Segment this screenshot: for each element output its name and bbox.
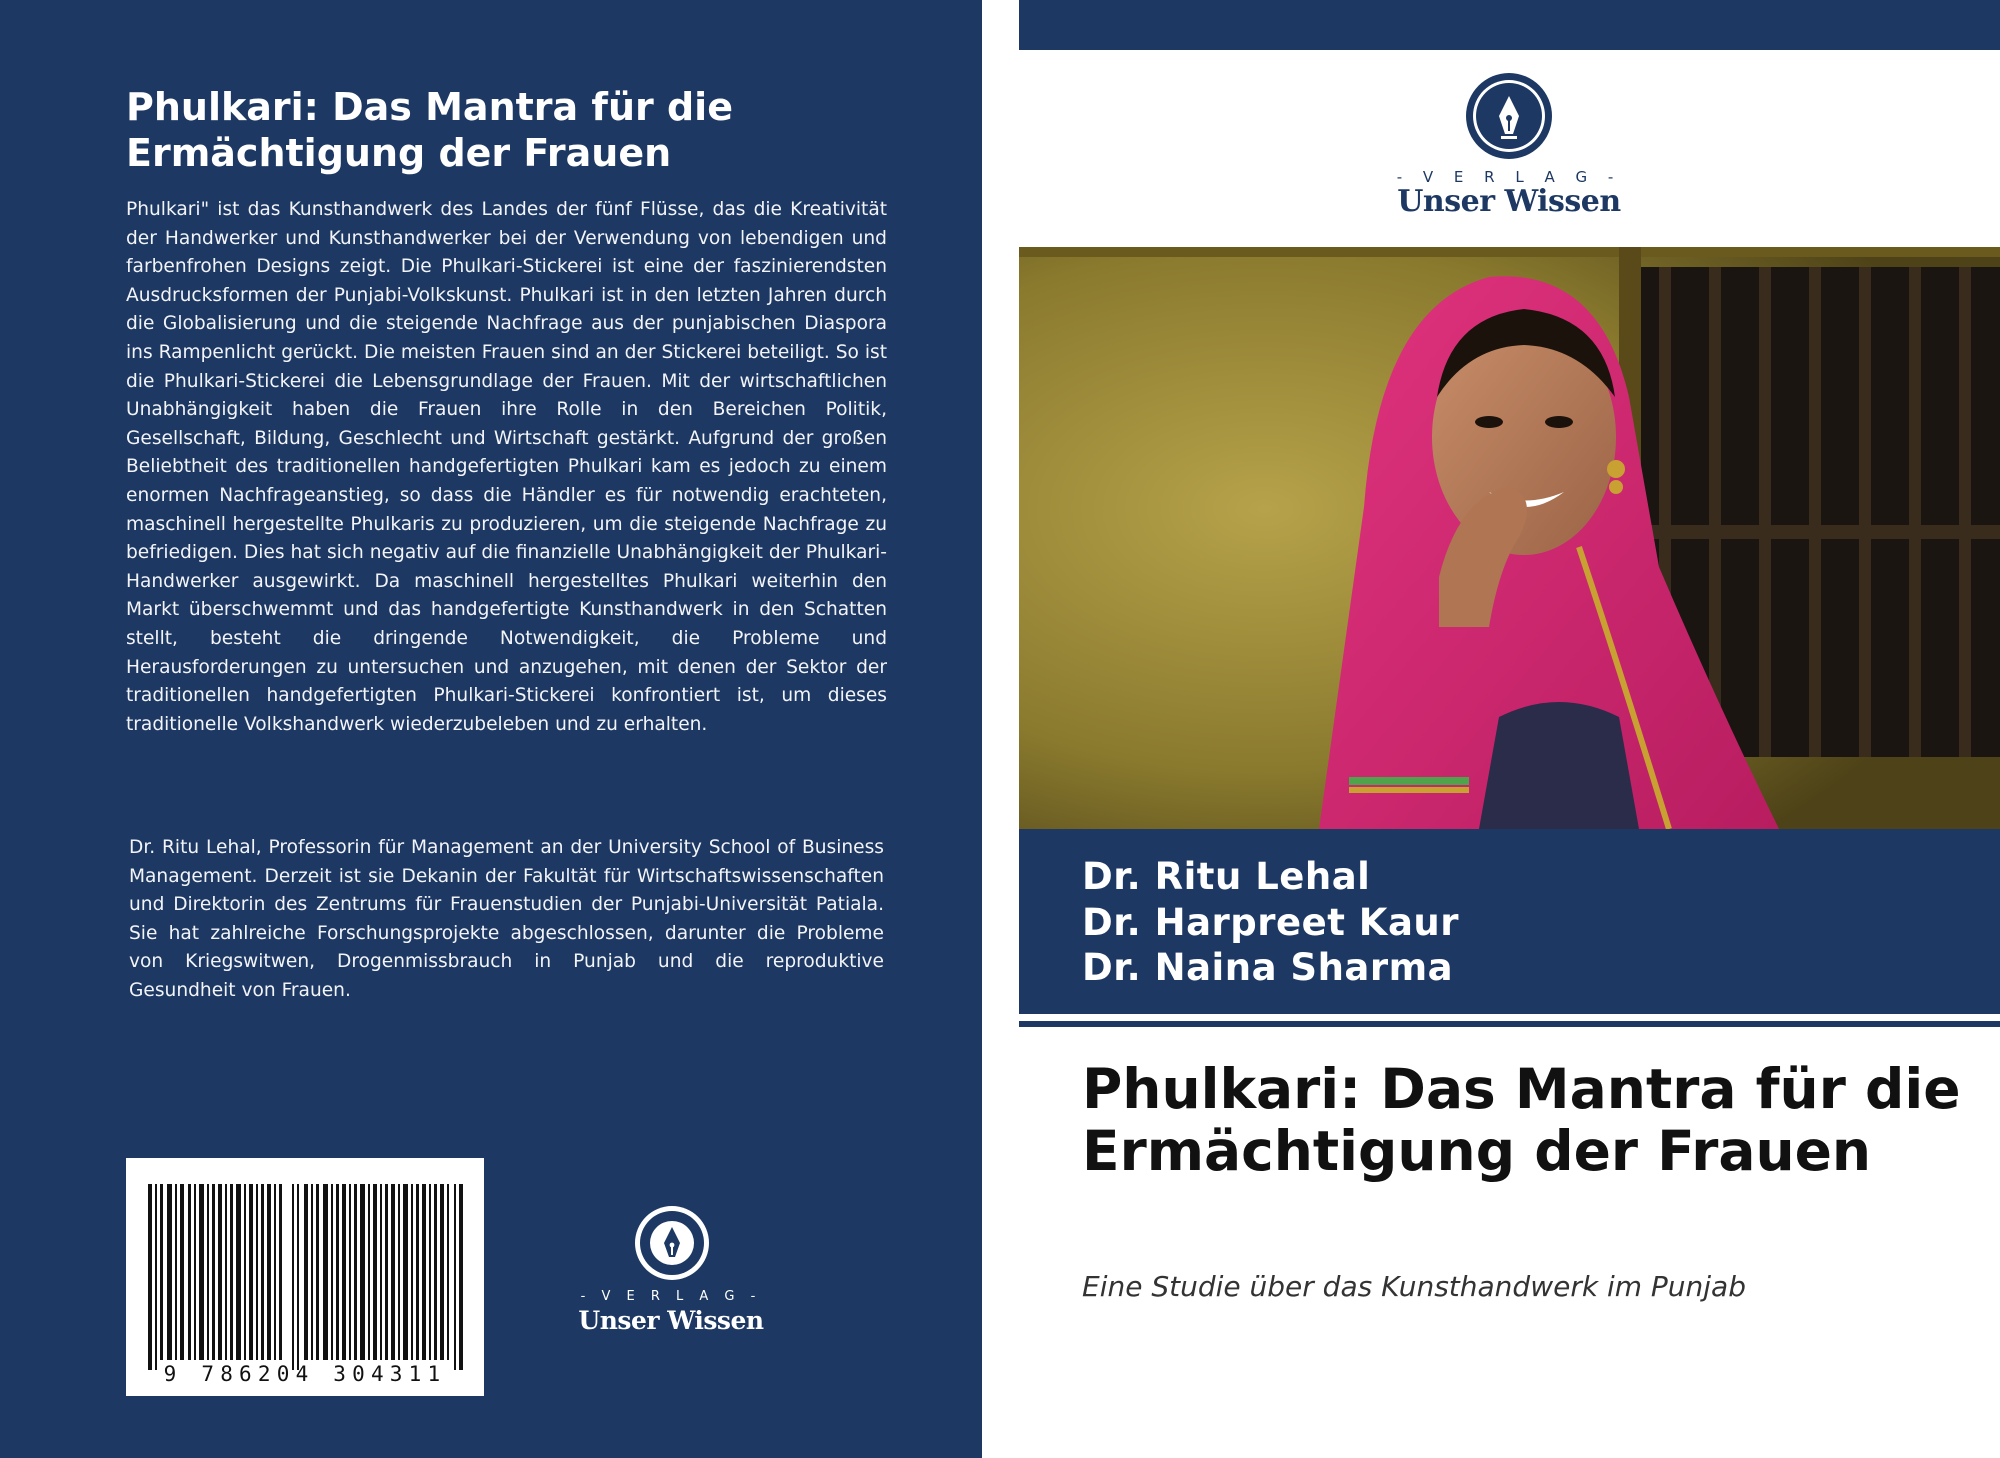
fountain-pen-nib-seal-icon xyxy=(1465,72,1553,160)
back-verlag-label: - V E R L A G - xyxy=(580,1289,762,1304)
woman-in-pink-dupatta-image xyxy=(1019,247,2000,829)
front-publisher-name: Unser Wissen xyxy=(1397,184,1621,219)
spine xyxy=(982,0,1020,1458)
front-cover xyxy=(1019,0,2000,1458)
fountain-pen-nib-seal-icon xyxy=(634,1205,710,1281)
isbn-number: 9 786204 304311 xyxy=(163,1362,447,1386)
title-divider xyxy=(1019,1021,2000,1027)
back-publisher-name: Unser Wissen xyxy=(578,1306,764,1335)
back-cover xyxy=(0,0,982,1458)
author-name: Dr. Ritu Lehal xyxy=(1082,855,1371,898)
front-publisher-logo xyxy=(1279,72,1739,222)
isbn-barcode xyxy=(126,1158,484,1396)
barcode-bars xyxy=(126,1158,484,1396)
front-top-band xyxy=(1019,0,2000,50)
author-name: Dr. Harpreet Kaur xyxy=(1082,901,1460,944)
front-cover-subtitle: Eine Studie über das Kunsthandwerk im Punjab xyxy=(1082,1270,1746,1303)
author-name: Dr. Naina Sharma xyxy=(1082,946,1454,989)
author-biography: Dr. Ritu Lehal, Professorin für Management an der University School of Business Management. Derzeit ist sie Dekanin der Fakultät für Wirtschaftswissenschaften und Direktorin des Zentrums für Frauenstudien der Punjabi-Universität Patiala. Sie hat zahlreiche Forschungsprojekte abgeschlossen, darunter die Probleme von Kriegswitwen, Drogenmissbrauch in Punjab und die reproduktive Gesundheit von Frauen. xyxy=(129,837,884,1001)
authors-band xyxy=(1019,829,2000,1014)
back-cover-title: Phulkari: Das Mantra für die Ermächtigung der Frauen xyxy=(126,85,733,175)
front-cover-title: Phulkari: Das Mantra für die Ermächtigung der Frauen xyxy=(1082,1057,1961,1183)
back-cover-description: Phulkari" ist das Kunsthandwerk des Landes der fünf Flüsse, das die Kreativität der Handwerker und Kunsthandwerker bei der Verwendung von lebendigen und farbenfrohen Designs zeigt. Die Phulkari-Stickerei ist eine der faszinierendsten Ausdrucksformen der Punjabi-Volkskunst. Phulkari ist in den letzten Jahren durch die Globalisierung und die steigende Nachfrage aus der punjabischen Diaspora ins Rampenlicht gerückt. Die meisten Frauen sind an der Stickerei beteiligt. So ist die Phulkari-Stickerei die Lebensgrundlage der Frauen. Mit der wirtschaftlichen Unabhängigkeit haben die Frauen ihre Rolle in den Bereichen Politik, Gesellschaft, Bildung, Geschlecht und Wirtschaft gestärkt. Aufgrund der großen Beliebtheit des traditionellen handgefertigten Phulkari kam es jedoch zu einem enormen Nachfrageanstieg, so dass die Händler es für notwendig erachteten, maschinell hergestellte Phulkaris zu produzieren, um die steigende Nachfrage zu befriedigen. Dies hat sich negativ auf die finanzielle Unabhängigkeit der Phulkari-Handwerker ausgewirkt. Da maschinell hergestelltes Phulkari weiterhin den Markt überschwemmt und das handgefertigte Kunsthandwerk in den Schatten stellt, besteht die dringende Notwendigkeit, die Probleme und Herausforderungen zu untersuchen und anzugehen, mit denen der Sektor der traditionellen handgefertigten Phulkari-Stickerei konfrontiert ist, um dieses traditionelle Volkshandwerk wiederzubeleben und zu erhalten. xyxy=(126,199,887,735)
front-verlag-label: - V E R L A G - xyxy=(1396,168,1622,186)
back-publisher-logo xyxy=(566,1205,776,1335)
cover-photo xyxy=(1019,247,2000,829)
